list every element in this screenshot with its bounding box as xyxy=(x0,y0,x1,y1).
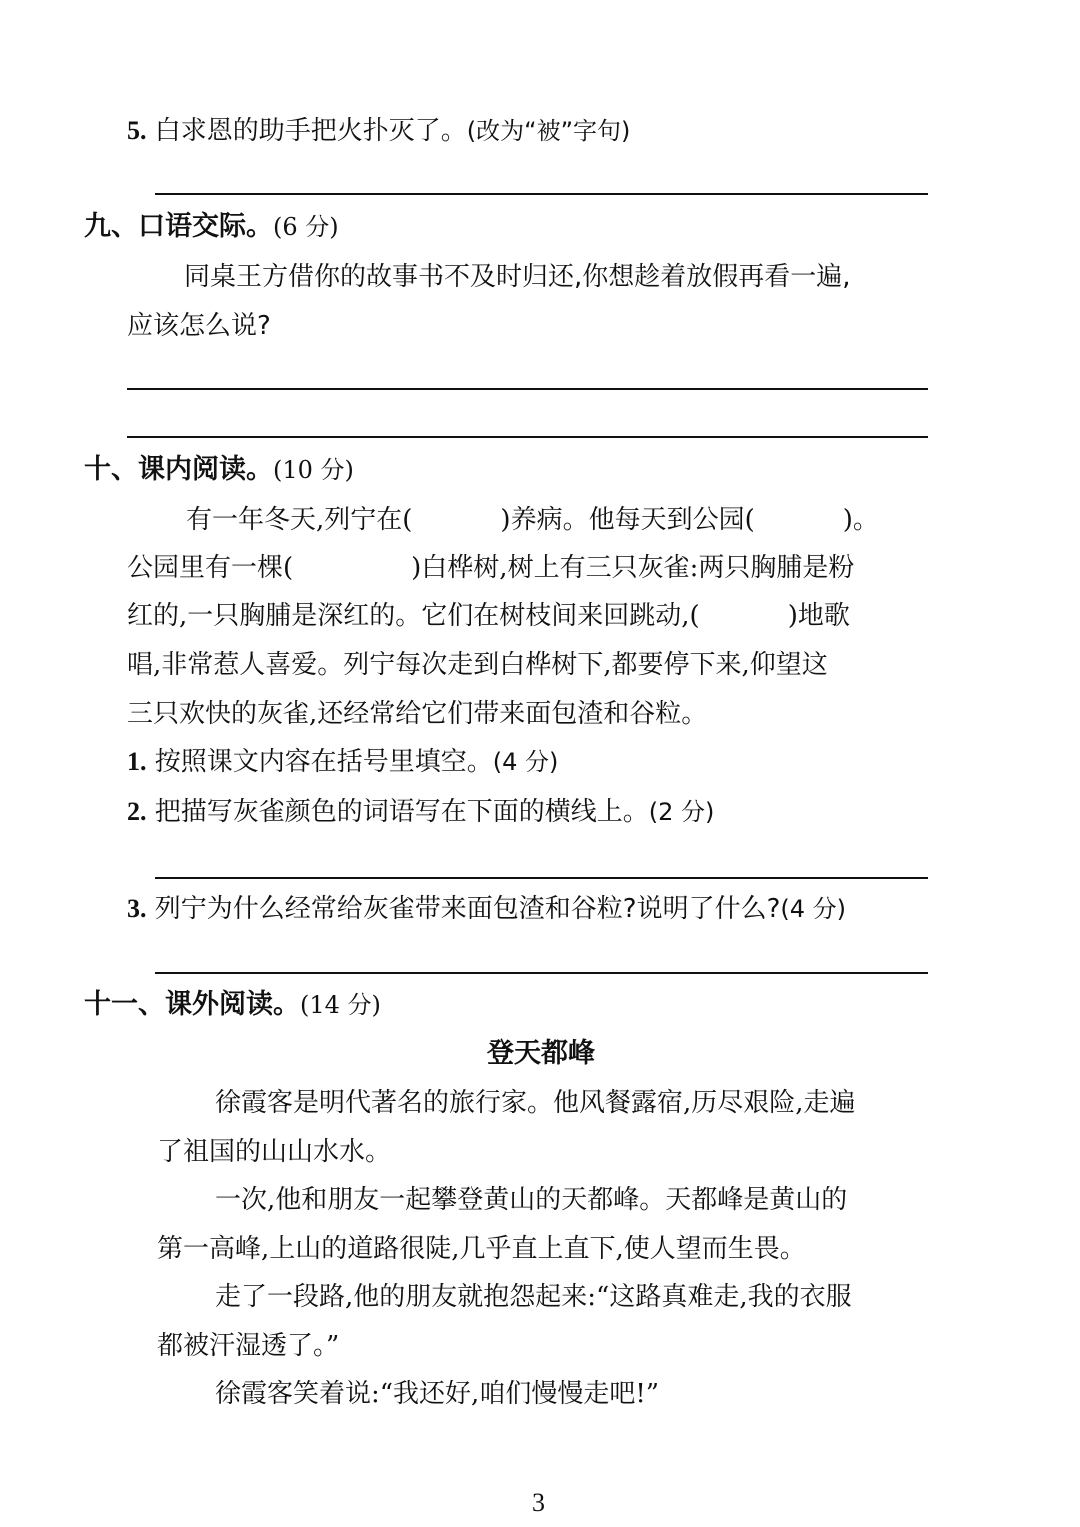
passage-line xyxy=(127,599,850,633)
section-9-body-line2: 应该怎么说? xyxy=(127,311,271,341)
question-points: (4 分) xyxy=(780,895,846,923)
section-title: 九、口语交际。 xyxy=(84,211,273,242)
passage-text: )养病。他每天到公园( xyxy=(500,505,755,535)
answer-line[interactable] xyxy=(155,877,928,879)
sec10-q3 xyxy=(127,892,846,926)
reading-title: 登天都峰 xyxy=(487,1038,595,1069)
question-points: (4 分) xyxy=(492,748,559,776)
section-points: (6 分) xyxy=(273,213,339,241)
question-text: 白求恩的助手把火扑灭了。 xyxy=(154,116,467,146)
reading-paragraph-line: 了祖国的山山水水。 xyxy=(157,1137,392,1167)
answer-line[interactable] xyxy=(127,388,928,390)
question-points: (2 分) xyxy=(648,798,715,826)
answer-line[interactable] xyxy=(155,193,928,195)
section-9-heading xyxy=(84,210,339,244)
reading-paragraph-line: 第一高峰,上山的道路很陡,几乎直上直下,使人望而生畏。 xyxy=(157,1234,806,1264)
passage-text: )地歌 xyxy=(787,601,850,631)
passage-text: )。 xyxy=(842,505,879,535)
section-points: (10 分) xyxy=(273,456,354,484)
question-text: 按照课文内容在括号里填空。 xyxy=(154,747,493,777)
reading-paragraph-line: 走了一段路,他的朋友就抱怨起来:“这路真难走,我的衣服 xyxy=(215,1282,852,1312)
passage-text: 公园里有一棵( xyxy=(127,553,294,583)
item-number: 5. xyxy=(127,116,147,145)
passage-line: 唱,非常惹人喜爱。列宁每次走到白桦树下,都要停下来,仰望这 xyxy=(127,650,828,680)
section-10-heading xyxy=(84,453,354,487)
answer-line[interactable] xyxy=(127,436,928,438)
q8-item5 xyxy=(127,114,630,148)
passage-line xyxy=(186,503,879,537)
passage-text: 有一年冬天,列宁在( xyxy=(186,505,413,535)
item-number: 1. xyxy=(127,747,147,776)
question-note: (改为“被”字句) xyxy=(466,117,631,145)
section-title: 十一、课外阅读。 xyxy=(84,989,300,1020)
reading-paragraph-line: 都被汗湿透了。” xyxy=(157,1331,340,1361)
section-points: (14 分) xyxy=(300,991,381,1019)
reading-paragraph-line: 徐霞客笑着说:“我还好,咱们慢慢走吧!” xyxy=(215,1379,660,1409)
section-title: 十、课内阅读。 xyxy=(84,454,273,485)
passage-text: 红的,一只胸脯是深红的。它们在树枝间来回跳动,( xyxy=(127,601,700,631)
item-number: 2. xyxy=(127,797,147,826)
item-number: 3. xyxy=(127,894,147,923)
section-9-body-line1: 同桌王方借你的故事书不及时归还,你想趁着放假再看一遍, xyxy=(184,262,851,292)
sec10-q1 xyxy=(127,745,558,779)
passage-line xyxy=(127,551,854,585)
page-number: 3 xyxy=(532,1488,545,1517)
section-11-heading xyxy=(84,988,381,1022)
question-text: 把描写灰雀颜色的词语写在下面的横线上。 xyxy=(154,797,649,827)
passage-text: )白桦树,树上有三只灰雀:两只胸脯是粉 xyxy=(411,553,855,583)
passage-line: 三只欢快的灰雀,还经常给它们带来面包渣和谷粒。 xyxy=(127,699,708,729)
question-text: 列宁为什么经常给灰雀带来面包渣和谷粒?说明了什么? xyxy=(154,894,781,924)
answer-line[interactable] xyxy=(155,972,928,974)
reading-paragraph-line: 一次,他和朋友一起攀登黄山的天都峰。天都峰是黄山的 xyxy=(215,1185,848,1215)
sec10-q2 xyxy=(127,795,714,829)
reading-paragraph-line: 徐霞客是明代著名的旅行家。他风餐露宿,历尽艰险,走遍 xyxy=(215,1088,856,1118)
